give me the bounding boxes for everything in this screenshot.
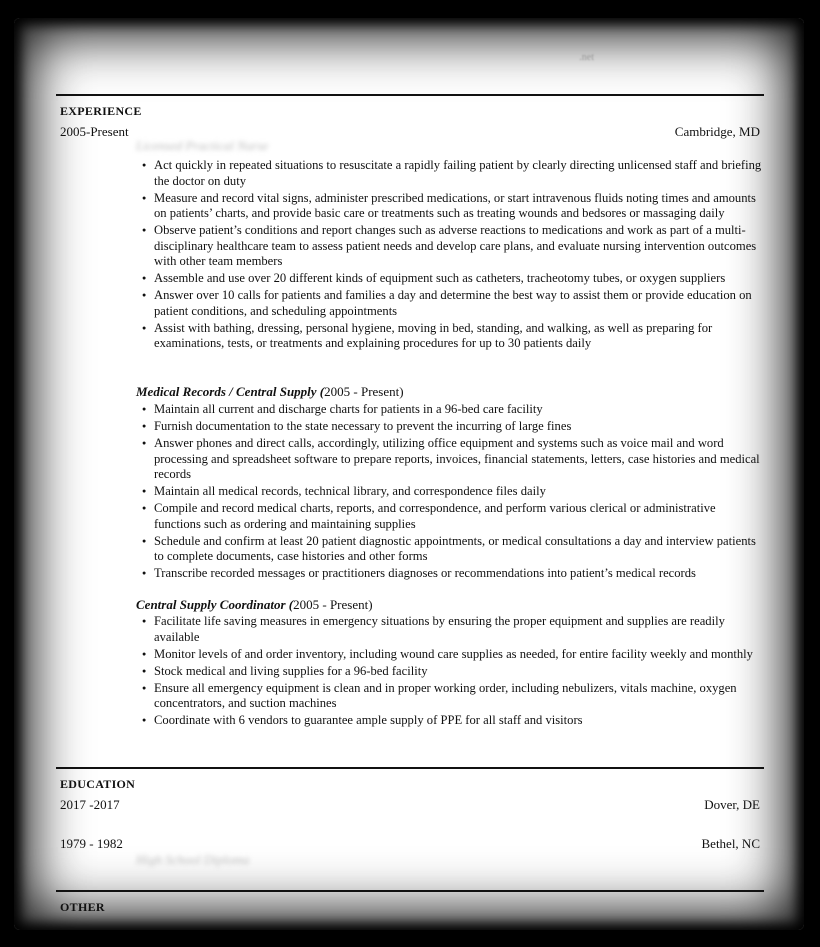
list-item: ● Facilitate life saving measures in emergency situations by ensuring the proper equipment and supplies are readily available [136, 614, 762, 645]
section-rule [56, 94, 764, 96]
job-title-3-period: 2005 - Present) [293, 597, 373, 612]
experience-dates: 2005-Present [60, 124, 129, 139]
list-item: ● Transcribe recorded messages or practitioners diagnoses or recommendations into patient’s medical records [136, 566, 762, 582]
other-heading-text: OTHER [60, 900, 105, 914]
education-dates: 2017 -2017 [60, 797, 120, 812]
list-item: ● Coordinate with 6 vendors to guarantee ample supply of PPE for all staff and visitors [136, 713, 762, 729]
job-title-3-role: Central Supply Coordinator ( [136, 597, 294, 612]
document-frame [14, 18, 804, 930]
list-item: ● Stock medical and living supplies for a 96-bed facility [136, 664, 762, 680]
education-dates: 1979 - 1982 [60, 836, 123, 851]
experience-heading [60, 104, 142, 119]
list-item: ● Schedule and confirm at least 20 patient diagnostic appointments, or medical consultations a day and interview patients to complete documents, case histories and other forms [136, 534, 762, 565]
list-item: ● Compile and record medical charts, reports, and correspondence, and perform various clerical or administrative functions such as ordering and maintaining supplies [136, 501, 762, 532]
list-item: ● Assist with bathing, dressing, personal hygiene, moving in bed, standing, and walking, as well as preparing for examinations, tests, or treatments and explaining procedures for up to 30 patients daily [136, 321, 762, 352]
education-row [60, 797, 760, 813]
list-item: ● Maintain all current and discharge charts for patients in a 96-bed care facility [136, 402, 762, 418]
list-item: ● Act quickly in repeated situations to resuscitate a rapidly failing patient by clearly directing unlicensed staff and briefing the doctor on duty [136, 158, 762, 189]
job-title-2 [136, 384, 404, 400]
education-location: Dover, DE [704, 797, 760, 812]
list-item: ● Assemble and use over 20 different kinds of equipment such as catheters, tracheotomy tubes, or oxygen suppliers [136, 271, 762, 287]
list-item: ● Answer over 10 calls for patients and families a day and determine the best way to assist them or provide education on patient conditions, and scheduling appointments [136, 288, 762, 319]
list-item: ● Monitor levels of and order inventory, including wound care supplies as needed, for entire facility weekly and monthly [136, 647, 762, 663]
job-title-2-role: Medical Records / Central Supply ( [136, 384, 325, 399]
job-title-3 [136, 597, 373, 613]
education-detail: High School Diploma [136, 852, 250, 867]
job-title-2-period: 2005 - Present) [324, 384, 404, 399]
list-item: ● Observe patient’s conditions and report changes such as adverse reactions to medications and work as part of a multi-disciplinary healthcare team to assess patient needs and develop care plans, and evaluate nursing intervention outcomes with other team members [136, 223, 762, 270]
job-2-bullets [136, 402, 762, 583]
other-heading [60, 900, 105, 915]
education-heading [60, 777, 135, 792]
list-item: ● Answer phones and direct calls, accordingly, utilizing office equipment and systems such as voice mail and word processing and spreadsheet software to prepare reports, invoices, financial statements, letters, case histories and medical records [136, 436, 762, 483]
section-rule [56, 767, 764, 769]
education-heading-text: EDUCATION [60, 777, 136, 791]
experience-location: Cambridge, MD [674, 124, 760, 139]
blurred-contact-line: .net [579, 52, 594, 63]
job-1-bullets [136, 158, 762, 353]
job-title-1: Licensed Practical Nurse [136, 138, 269, 153]
education-location: Bethel, NC [701, 836, 760, 851]
education-row [60, 836, 760, 852]
list-item: ● Maintain all medical records, technical library, and correspondence files daily [136, 484, 762, 500]
list-item: ● Furnish documentation to the state necessary to prevent the incurring of large fines [136, 419, 762, 435]
list-item: ● Measure and record vital signs, administer prescribed medications, or start intravenous fluids noting times and amounts on patients’ charts, and provide basic care or treatments such as treating wounds and bedsores or massaging daily [136, 191, 762, 222]
section-rule [56, 890, 764, 892]
experience-heading-text: EXPERIENCE [60, 104, 142, 118]
job-3-bullets [136, 614, 762, 730]
list-item: ● Ensure all emergency equipment is clean and in proper working order, including nebulizers, vitals machine, oxygen concentrators, and suction machines [136, 681, 762, 712]
resume-page [14, 18, 804, 930]
